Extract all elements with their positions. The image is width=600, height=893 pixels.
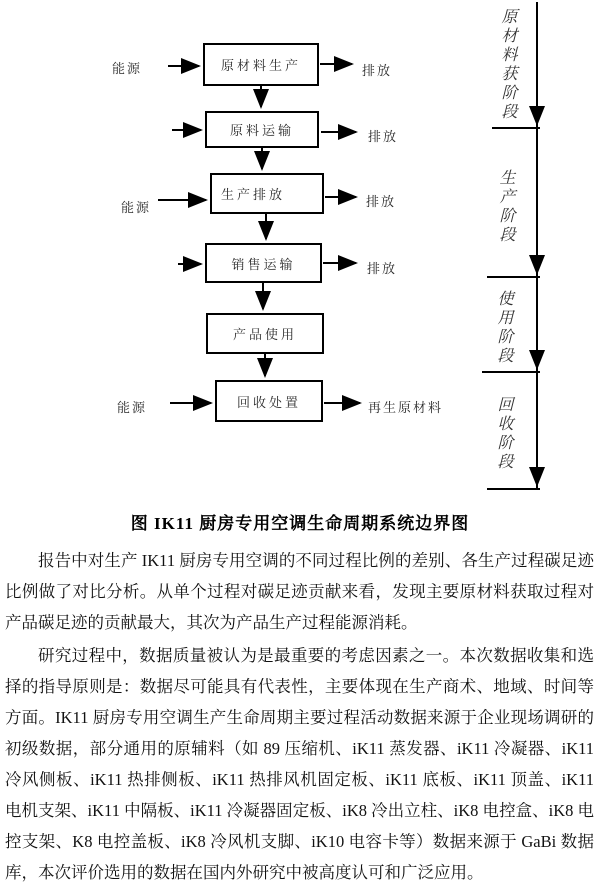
energy-label-1: 能源 — [112, 61, 143, 76]
flow-box-product-use: 产品使用 — [206, 313, 324, 354]
emission-label-2: 排放 — [368, 129, 399, 144]
flow-box-sales-transport: 销售运输 — [205, 243, 322, 283]
figure-caption: 图 IK11 厨房专用空调生命周期系统边界图 — [130, 514, 470, 533]
stage-label-recycle: 回收阶段 — [495, 396, 512, 472]
emission-label-1: 排放 — [362, 63, 393, 78]
stage-label-production: 生产阶段 — [497, 169, 514, 245]
energy-label-2: 能源 — [121, 200, 152, 215]
flow-box-raw-material-transport: 原料运输 — [205, 111, 319, 148]
stage-label-use: 使用阶段 — [495, 290, 512, 366]
flow-box-raw-material-production: 原材料生产 — [203, 43, 319, 86]
energy-label-3: 能源 — [117, 400, 148, 415]
emission-label-3: 排放 — [366, 194, 397, 209]
paragraph-1: 报告中对生产 IK11 厨房专用空调的不同过程比例的差别、各生产过程碳足迹比例做了对比分析。从单个过程对碳足迹贡献来看，发现主要原材料获取过程对产品碳足迹的贡献最大，其次为产品生产过程能源消耗。 — [5, 551, 594, 632]
body-text — [5, 545, 594, 888]
paragraph-2: 研究过程中，数据质量被认为是最重要的考虑因素之一。本次数据收集和选择的指导原则是：数据尽可能具有代表性，主要体现在生产商术、地域、时间等方面。IK11 厨房专用空调生产生命周期主要过程活动数据来源于企业现场调研的初级数据，部分通用的原辅料（如 89 压缩机、iK11 蒸发器、iK11 冷凝器、iK11 冷风侧板、iK11 热排侧板、iK11 热排风机固定板、iK11 底板、iK11 顶盖、iK11 电机支架、iK11 中隔板、iK11 冷凝器固定板、iK8 冷出立柱、iK8 电控盒、iK8 电控支架、K8 电控盖板、iK8 冷风机支脚、iK10 电容卡等）数据来源于 GaBi 数据库，本次评价选用的数据在国内外研究中被高度认可和广泛应用。 — [5, 646, 594, 882]
flow-box-production-emission: 生产排放 — [210, 173, 324, 214]
emission-label-4: 排放 — [367, 261, 398, 276]
stage-label-raw-material-acquisition: 原材料获阶段 — [499, 8, 516, 122]
recycled-material-label: 再生原材料 — [368, 400, 444, 415]
flow-box-recycle-disposal: 回收处置 — [215, 380, 323, 422]
